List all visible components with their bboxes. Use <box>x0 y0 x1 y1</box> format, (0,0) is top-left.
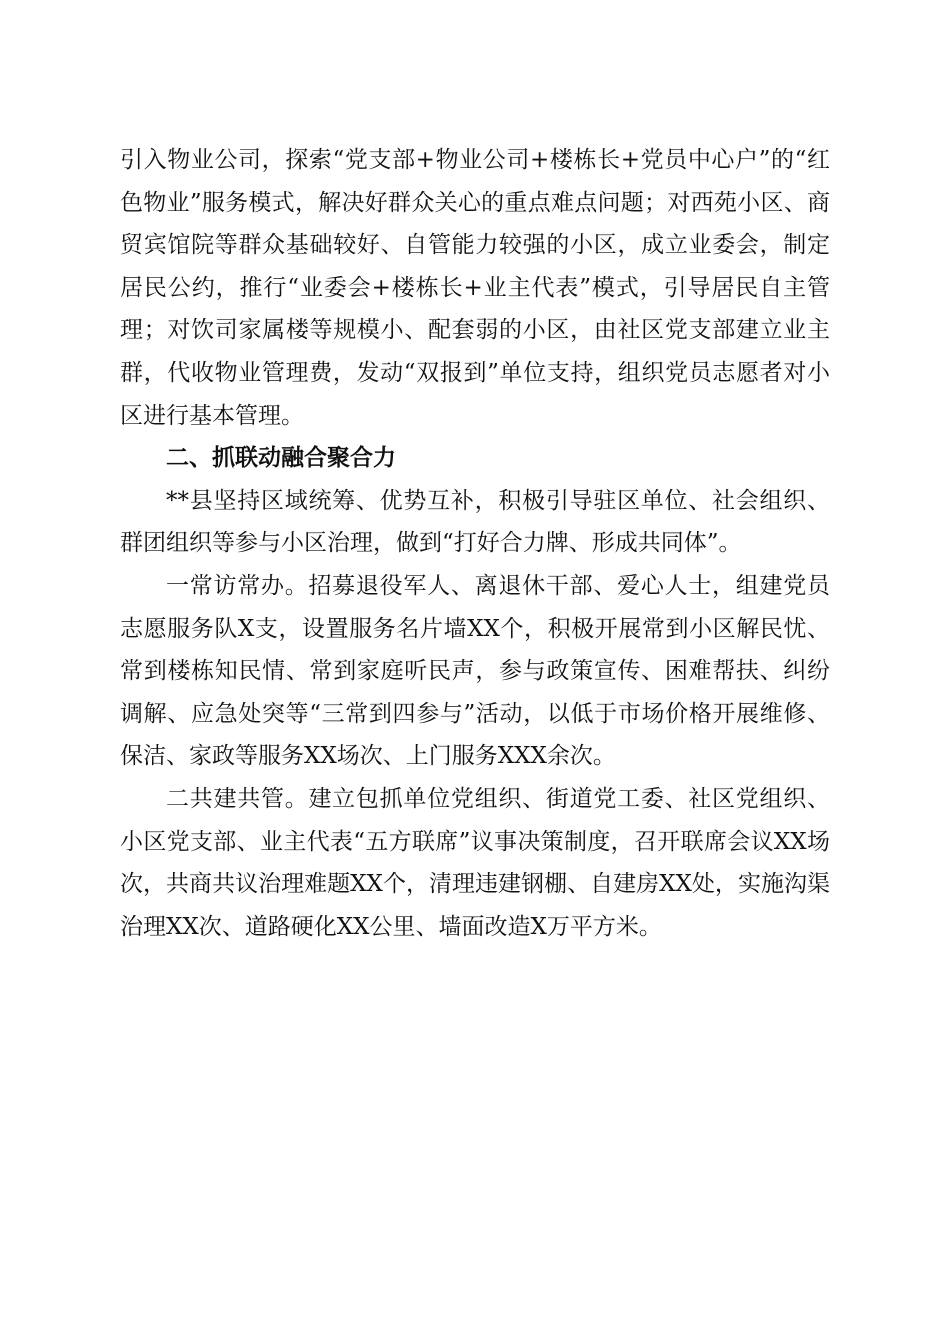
section-intro-paragraph: **县坚持区域统筹、优势互补，积极引导驻区单位、社会组织、群团组织等参与小区治理，做到“打好合力牌、形成共同体”。 <box>120 487 830 557</box>
section-heading: 二、抓联动融合聚合力 <box>166 445 396 472</box>
paragraph-changfang-changban: 一常访常办。招募退役军人、离退休干部、爱心人士，组建党员志愿服务队X支，设置服务名片墙XX个，积极开展常到小区解民忧、常到楼栋知民情、常到家庭听民声，参与政策宣传、困难帮扶、纠纷调解、应急处突等“三常到四参与”活动，以低于市场价格开展维修、保洁、家政等服务XX场次、上门服务XXX余次。 <box>120 572 830 770</box>
paragraph-gongjian-gongguan: 二共建共管。建立包抓单位党组织、街道党工委、社区党组织、小区党支部、业主代表“五方联席”议事决策制度，召开联席会议XX场次，共商共议治理难题XX个，清理违建钢棚、自建房XX处，实施沟渠治理XX次、道路硬化XX公里、墙面改造X万平方米。 <box>120 785 830 940</box>
document-body <box>120 139 830 948</box>
continued-paragraph: 引入物业公司，探索“党支部+物业公司+楼栋长+党员中心户”的“红色物业”服务模式，解决好群众关心的重点难点问题；对西苑小区、商贸宾馆院等群众基础较好、自管能力较强的小区，成立业委会，制定居民公约，推行“业委会+楼栋长+业主代表”模式，引导居民自主管理；对饮司家属楼等规模小、配套弱的小区，由社区党支部建立业主群，代收物业管理费，发动“双报到”单位支持，组织党员志愿者对小区进行基本管理。 <box>120 147 830 429</box>
